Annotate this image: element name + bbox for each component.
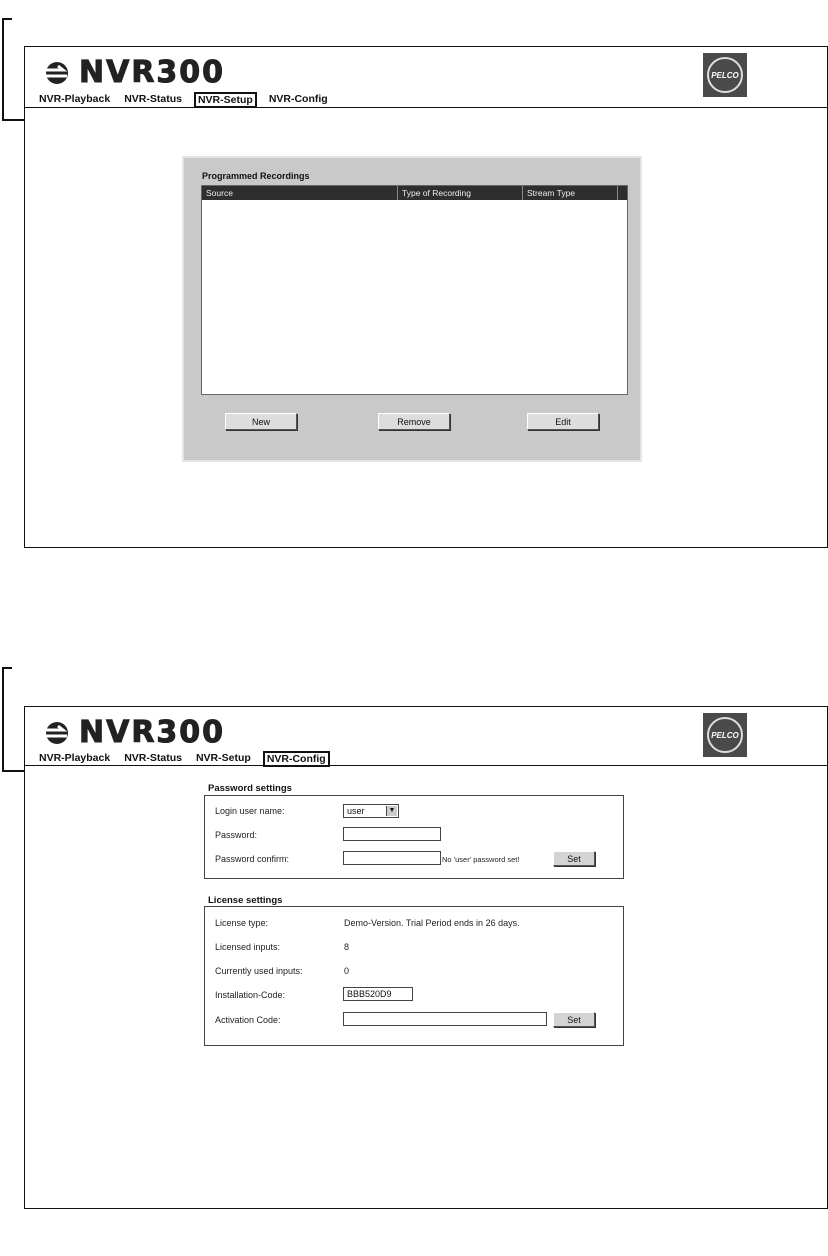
used-inputs-label: Currently used inputs: [215, 966, 303, 976]
setup-callout-vertical [2, 18, 4, 121]
tab-nvr-setup[interactable]: NVR-Setup [194, 92, 257, 108]
licensed-inputs-value: 8 [344, 942, 350, 952]
password-status-text: No 'user' password set! [442, 855, 520, 864]
tab-nvr-status[interactable]: NVR-Status [124, 93, 182, 105]
nvr-swoosh-icon [41, 721, 73, 745]
pelco-logo [703, 713, 747, 757]
license-set-button[interactable]: Set [553, 1012, 595, 1027]
pelco-logo-text: PELCO [707, 717, 743, 753]
pelco-logo [703, 53, 747, 97]
logo-text: NVR300 [79, 55, 226, 90]
edit-button[interactable]: Edit [527, 413, 599, 430]
license-type-value: Demo-Version. Trial Period ends in 26 days. [344, 918, 520, 928]
remove-button[interactable]: Remove [378, 413, 450, 430]
setup-callout-top [2, 18, 12, 20]
setup-logo [41, 55, 225, 90]
password-confirm-label: Password confirm: [215, 854, 290, 864]
recordings-table[interactable] [201, 185, 628, 395]
col-stream-type[interactable]: Stream Type [523, 186, 618, 200]
tab-nvr-status[interactable]: NVR-Status [124, 752, 182, 764]
logo-text: NVR300 [79, 715, 226, 750]
config-callout-top [2, 667, 12, 669]
tab-nvr-setup[interactable]: NVR-Setup [195, 752, 251, 764]
config-callout-vertical [2, 667, 4, 772]
installation-code-field[interactable]: BBB520D9 [343, 987, 413, 1001]
setup-nav [37, 92, 330, 108]
installation-code-label: Installation-Code: [215, 990, 286, 1000]
licensed-inputs-label: Licensed inputs: [215, 942, 281, 952]
tab-nvr-config[interactable]: NVR-Config [268, 93, 328, 105]
activation-code-label: Activation Code: [215, 1015, 281, 1025]
login-user-label: Login user name: [215, 806, 285, 816]
new-button[interactable]: New [225, 413, 297, 430]
pelco-logo-text: PELCO [707, 57, 743, 93]
login-user-value: user [347, 806, 365, 816]
password-confirm-input[interactable] [343, 851, 441, 865]
password-set-button[interactable]: Set [553, 851, 595, 866]
col-type-of-recording[interactable]: Type of Recording [398, 186, 523, 200]
activation-code-input[interactable] [343, 1012, 547, 1026]
password-label: Password: [215, 830, 258, 840]
tab-nvr-config[interactable]: NVR-Config [263, 751, 330, 767]
nav-divider [25, 765, 827, 766]
used-inputs-value: 0 [344, 966, 350, 976]
nav-divider [25, 107, 827, 108]
programmed-recordings-panel [182, 156, 642, 462]
tab-nvr-playback[interactable]: NVR-Playback [39, 93, 111, 105]
panel-title: Programmed Recordings [202, 171, 310, 181]
tab-nvr-playback[interactable]: NVR-Playback [39, 752, 111, 764]
password-settings-title: Password settings [208, 783, 292, 794]
nvr-swoosh-icon [41, 61, 73, 85]
chevron-down-icon[interactable]: ▼ [386, 806, 397, 816]
table-header [202, 186, 627, 200]
license-type-label: License type: [215, 918, 269, 928]
config-logo [41, 715, 225, 750]
password-input[interactable] [343, 827, 441, 841]
col-source[interactable]: Source [202, 186, 398, 200]
login-user-select[interactable] [343, 804, 399, 818]
license-settings-title: License settings [208, 895, 283, 906]
